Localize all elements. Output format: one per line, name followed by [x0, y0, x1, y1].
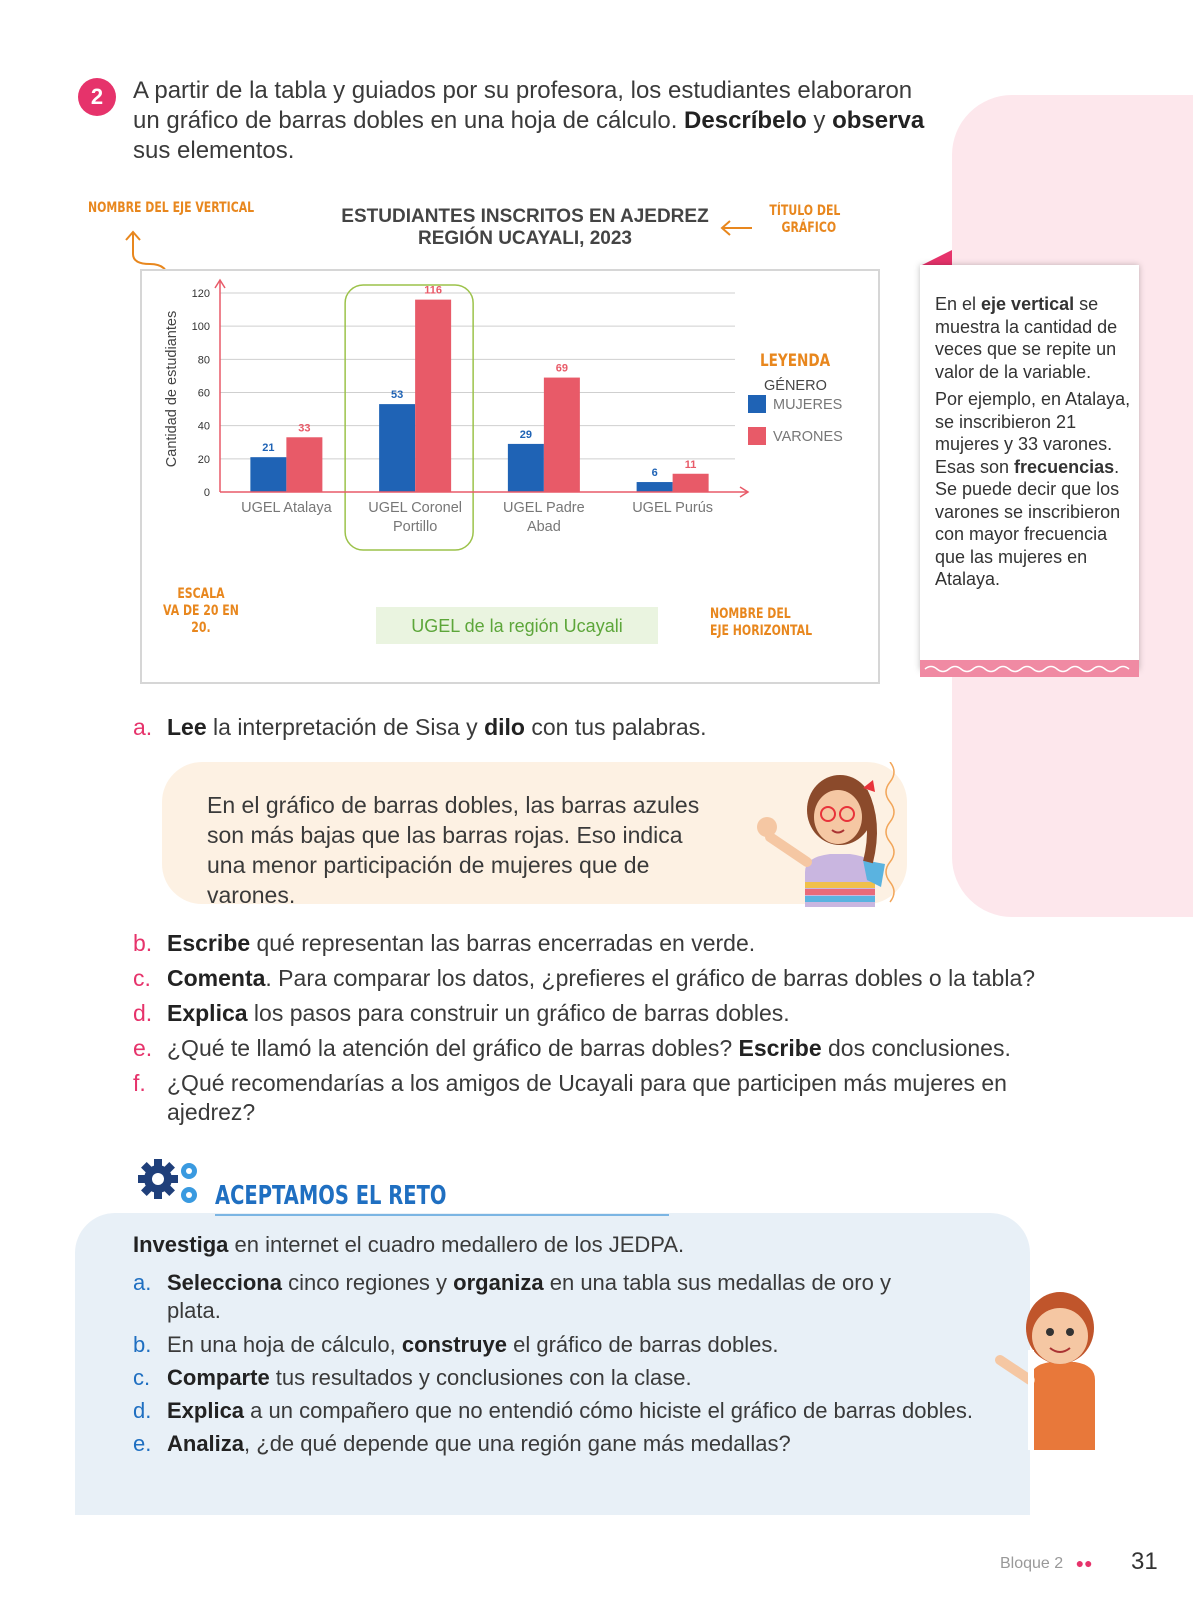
arrow-up-icon	[126, 232, 140, 254]
list-text: qué representan las barras encerradas en verde.	[250, 930, 756, 956]
note-wavy-border	[920, 660, 1139, 680]
legend-label: MUJERES	[773, 397, 843, 413]
y-tick-label: 20	[197, 453, 210, 466]
list-letter: e.	[133, 1035, 153, 1061]
legend-swatch	[748, 427, 766, 445]
list-text: dos conclusiones.	[821, 1035, 1011, 1061]
bar	[286, 437, 322, 492]
x-axis-label: UGEL de la región Ucayali	[411, 616, 623, 636]
boy-illustration	[990, 1270, 1130, 1450]
bar	[544, 378, 580, 492]
x-tick-label: UGEL Coronel	[368, 500, 463, 516]
legend-title: LEYENDA	[760, 350, 831, 371]
question-text-part: A partir de la tabla y guiados por su profesora, los estudiantes elaboraron un gráfico de barras dobles en una hoja de cálculo.	[133, 77, 913, 134]
note-bold: eje vertical	[981, 294, 1075, 314]
list-item	[133, 713, 707, 742]
list-bold: Analiza	[167, 1431, 245, 1456]
list-text: en internet el cuadro medallero de los JEDPA.	[228, 1232, 685, 1257]
list-text: con tus palabras.	[524, 714, 707, 740]
list-letter: a.	[133, 714, 153, 740]
y-tick-labels	[192, 288, 210, 499]
annotation-line: EJE HORIZONTAL	[710, 623, 813, 639]
list-bold: organiza	[453, 1270, 544, 1295]
list-text: En una hoja de cálculo,	[167, 1332, 402, 1357]
bar-value-label: 6	[651, 467, 658, 480]
bar-value-label: 116	[424, 284, 442, 297]
list-bold: Lee	[167, 714, 207, 740]
chart-title-line: ESTUDIANTES INSCRITOS EN AJEDREZ	[341, 206, 709, 227]
legend-swatch	[748, 395, 766, 413]
x-tick-label: Portillo	[392, 519, 438, 535]
bar	[250, 457, 286, 492]
sisa-text: En el gráfico de barras dobles, las barras azules son más bajas que las barras rojas. Eso indica una menor participación de mujeres que de varones.	[207, 792, 700, 908]
bar	[379, 404, 415, 492]
list-text: en una tabla sus medallas de oro y plata.	[167, 1270, 891, 1323]
bar-value-label: 11	[684, 458, 697, 471]
list-item	[133, 999, 790, 1028]
scale-annotation	[160, 586, 242, 637]
y-tick-label: 100	[191, 321, 210, 334]
legend	[748, 395, 843, 445]
annotation-line: VA DE 20 EN 20.	[162, 603, 239, 636]
list-bold: Selecciona	[167, 1270, 282, 1295]
footer-block-label: Bloque 2	[1000, 1555, 1064, 1572]
list-text: ¿Qué recomendarías a los amigos de Ucayali para que participen más mujeres en ajedrez?	[167, 1070, 1007, 1125]
question-text-part: sus elementos.	[133, 137, 295, 164]
list-letter: d.	[133, 1000, 153, 1026]
note-corner-flag	[920, 250, 952, 266]
note-text-part: En el	[935, 294, 982, 314]
question-text-part: y	[806, 107, 833, 134]
grid-lines	[220, 293, 735, 459]
x-tick-label: UGEL Purús	[632, 500, 714, 516]
note-paragraph	[935, 293, 1135, 383]
list-bold: Escribe	[738, 1035, 822, 1061]
question-bold-describe: Descríbelo	[684, 107, 807, 134]
list-bold: Comparte	[167, 1365, 270, 1390]
challenge-item	[133, 1364, 692, 1392]
list-letter: d.	[133, 1398, 152, 1423]
chart-title-line: REGIÓN UCAYALI, 2023	[417, 228, 632, 249]
challenge-title: ACEPTAMOS EL RETO	[215, 1181, 447, 1211]
annotation-line: ESCALA	[177, 586, 225, 602]
list-item	[133, 929, 755, 958]
challenge-title-underline	[215, 1214, 669, 1216]
x-tick-label: Abad	[526, 519, 561, 535]
challenge-item	[133, 1397, 973, 1425]
girl-illustration	[735, 762, 915, 907]
bar-value-label: 29	[519, 428, 532, 441]
list-text: ¿Qué te llamó la atención del gráfico de barras dobles?	[167, 1035, 739, 1061]
challenge-item	[133, 1269, 907, 1325]
note-text-part: Por ejemplo, en Atalaya, se inscribieron 21 mujeres y 33 varones. Esas son	[935, 389, 1131, 477]
list-text: a un compañero que no entendió cómo hiciste el gráfico de barras dobles.	[244, 1398, 973, 1423]
bar-value-label: 69	[555, 362, 568, 375]
list-text: , ¿de qué depende que una región gane más medallas?	[244, 1431, 791, 1456]
horizontal-axis-annotation	[710, 606, 812, 640]
list-item	[133, 964, 1035, 993]
note-text-part: se muestra la cantidad de veces que se repite un valor de la variable.	[935, 294, 1118, 382]
list-bold: construye	[401, 1332, 507, 1357]
y-tick-label: 120	[191, 288, 210, 300]
challenge-intro	[133, 1231, 684, 1259]
bars	[250, 300, 708, 492]
question-number-badge: 2	[78, 78, 116, 116]
x-tick-labels	[241, 500, 713, 535]
note-text	[935, 293, 1135, 596]
bar	[508, 444, 544, 492]
y-tick-label: 60	[197, 387, 210, 400]
y-tick-label: 40	[197, 420, 210, 433]
list-bold: Investiga	[133, 1232, 229, 1257]
note-text-part: . Se puede decir que los varones se inscribieron con mayor frecuencia que las mujeres en Atalaya.	[935, 456, 1121, 589]
challenge-item	[133, 1331, 779, 1359]
list-letter: f.	[133, 1070, 146, 1096]
bar-value-label: 33	[298, 422, 311, 435]
dots-icon: ●●	[1075, 1555, 1093, 1571]
list-bold: Escribe	[167, 930, 251, 956]
annotation-line: NOMBRE DEL	[710, 606, 791, 622]
x-tick-label: UGEL Atalaya	[241, 500, 332, 516]
note-paragraph	[935, 388, 1135, 591]
list-letter: b.	[133, 930, 153, 956]
bar	[673, 474, 709, 492]
note-bold: frecuencias	[1014, 456, 1115, 477]
list-text: tus resultados y conclusiones con la clase.	[269, 1365, 692, 1390]
list-text: el gráfico de barras dobles.	[507, 1332, 779, 1357]
list-bold: Explica	[167, 1000, 248, 1026]
legend-subtitle: GÉNERO	[764, 378, 827, 394]
list-letter: c.	[133, 965, 151, 991]
page-number: 31	[1131, 1548, 1158, 1575]
footer-block	[1000, 1555, 1093, 1573]
question-bold-observe: observa	[832, 107, 925, 134]
list-letter: b.	[133, 1332, 152, 1357]
bar-value-labels	[262, 285, 696, 479]
y-axis-label: Cantidad de estudiantes	[164, 310, 180, 468]
list-text: la interpretación de Sisa y	[206, 714, 485, 740]
bar	[637, 482, 673, 492]
bar-value-label: 21	[262, 442, 275, 455]
annotation-line: TÍTULO DEL	[769, 203, 841, 219]
list-text: los pasos para construir un gráfico de barras dobles.	[247, 1000, 790, 1026]
list-bold: Comenta	[167, 965, 266, 991]
y-tick-label: 0	[203, 487, 210, 499]
gears-icon	[133, 1153, 213, 1213]
challenge-item	[133, 1430, 791, 1458]
annotation-line: GRÁFICO	[781, 220, 837, 236]
list-letter: c.	[133, 1365, 151, 1390]
bar-value-label: 53	[391, 389, 404, 402]
list-text: . Para comparar los datos, ¿prefieres el gráfico de barras dobles o la tabla?	[265, 965, 1036, 991]
vertical-axis-name-annotation: NOMBRE DEL EJE VERTICAL	[88, 200, 255, 216]
list-letter: a.	[133, 1270, 152, 1295]
arrow-left-icon	[722, 221, 752, 235]
y-tick-label: 80	[197, 354, 210, 367]
list-item	[133, 1069, 1067, 1127]
list-item	[133, 1034, 1011, 1063]
x-tick-label: UGEL Padre	[503, 500, 585, 516]
list-letter: e.	[133, 1431, 152, 1456]
legend-label: VARONES	[773, 429, 843, 445]
list-bold: dilo	[484, 714, 525, 740]
bar	[415, 300, 451, 492]
list-text: cinco regiones y	[281, 1270, 454, 1295]
list-bold: Explica	[167, 1398, 245, 1423]
